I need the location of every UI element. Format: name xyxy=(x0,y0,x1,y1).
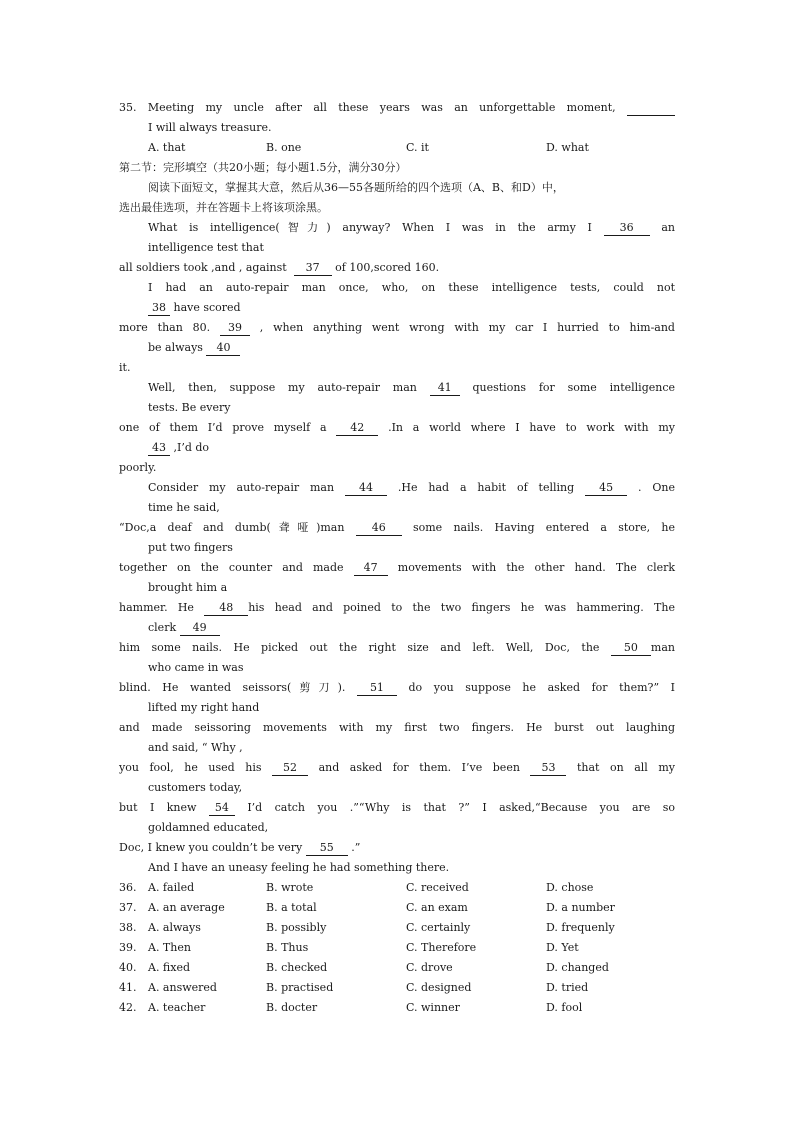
answer-option-b: B. possibly xyxy=(266,921,327,934)
answer-row-36 xyxy=(119,878,675,898)
passage-text: you fool, he used his xyxy=(119,761,262,774)
answer-row-37 xyxy=(119,898,675,918)
passage-text: ,I’d do xyxy=(173,441,210,454)
passage-text: an xyxy=(661,221,675,234)
passage-line xyxy=(119,318,675,338)
blank-52: 52 xyxy=(272,761,308,776)
passage-text: together on the counter and made xyxy=(119,561,344,574)
passage-line xyxy=(119,338,675,358)
passage-text: be always xyxy=(148,341,203,354)
passage-text: his head and poined to the two fingers he was hammering. The xyxy=(248,601,675,614)
passage-line xyxy=(119,258,675,278)
answer-option-b: B. a total xyxy=(266,901,317,914)
passage-text: “Doc,a deaf and dumb(聋哑)man xyxy=(119,521,345,534)
passage-line: and made seissoring movements with my first two fingers. He burst out laughing xyxy=(119,721,675,734)
passage-line xyxy=(119,638,675,658)
passage-line: brought him a xyxy=(148,581,228,594)
answer-option-b: B. checked xyxy=(266,961,328,974)
passage-text: I’d catch you .”“Why is that ?” I asked,“Because you are so xyxy=(247,801,676,814)
answer-number: 37. xyxy=(119,901,137,914)
answer-option-c: C. drove xyxy=(406,961,453,974)
answer-number: 36. xyxy=(119,881,137,894)
passage-line: and said, “ Why , xyxy=(148,741,243,754)
blank-53: 53 xyxy=(530,761,566,776)
passage-text: some nails. Having entered a store, he xyxy=(412,521,676,534)
passage-text: , when anything went wrong with my car I hurried to him-and xyxy=(259,321,675,334)
answer-option-a: A. answered xyxy=(148,981,217,994)
answer-option-a: A. fixed xyxy=(148,961,191,974)
passage-text: . One xyxy=(637,481,675,494)
passage-line xyxy=(119,418,675,438)
answer-option-a: A. always xyxy=(148,921,201,934)
passage-text: .” xyxy=(351,841,361,854)
passage-line xyxy=(119,558,675,578)
passage-text: .In a world where I have to work with my xyxy=(388,421,676,434)
passage-line: it. xyxy=(119,361,131,374)
passage-line: tests. Be every xyxy=(148,401,231,414)
answer-row-41 xyxy=(119,978,675,998)
answer-option-c: C. Therefore xyxy=(406,941,477,954)
blank-55: 55 xyxy=(306,841,348,856)
answer-option-d: D. frequenly xyxy=(546,921,615,934)
passage-text: one of them I’d prove myself a xyxy=(119,421,327,434)
passage-line: And I have an uneasy feeling he had something there. xyxy=(148,861,450,874)
passage-line xyxy=(119,798,675,818)
passage-text: Consider my auto-repair man xyxy=(148,481,335,494)
q35-option-b: B. one xyxy=(266,141,302,154)
blank-41: 41 xyxy=(430,381,460,396)
answer-option-d: D. tried xyxy=(546,981,589,994)
answer-option-a: A. an average xyxy=(148,901,225,914)
answer-option-c: C. received xyxy=(406,881,469,894)
answer-option-d: D. a number xyxy=(546,901,615,914)
passage-text: Doc, I knew you couldn’t be very xyxy=(119,841,303,854)
q35-stem-text: 35. Meeting my uncle after all these years was an unforgettable moment, xyxy=(119,101,616,114)
blank-48: 48 xyxy=(204,601,248,616)
blank-50: 50 xyxy=(611,641,651,656)
passage-line xyxy=(119,618,675,638)
answer-option-d: D. fool xyxy=(546,1001,583,1014)
section-instruction-line1: 阅读下面短文，掌握其大意，然后从36—55各题所给的四个选项（A、B、和D）中， xyxy=(148,181,564,194)
passage-text: hammer. He xyxy=(119,601,194,614)
passage-line: lifted my right hand xyxy=(148,701,260,714)
passage-line: goldamned educated, xyxy=(148,821,269,834)
answer-option-c: C. winner xyxy=(406,1001,460,1014)
passage-line xyxy=(119,518,675,538)
passage-line: intelligence test that xyxy=(148,241,264,254)
answer-option-b: B. wrote xyxy=(266,881,314,894)
q35-option-a: A. that xyxy=(148,141,186,154)
blank-37: 37 xyxy=(294,261,332,276)
passage-text: .He had a habit of telling xyxy=(397,481,575,494)
passage-text: movements with the other hand. The clerk xyxy=(397,561,676,574)
blank-43: 43 xyxy=(148,441,170,456)
answer-option-a: A. teacher xyxy=(148,1001,206,1014)
answer-option-d: D. Yet xyxy=(546,941,579,954)
blank-36: 36 xyxy=(604,221,650,236)
answer-row-38 xyxy=(119,918,675,938)
answer-option-c: C. certainly xyxy=(406,921,471,934)
exam-page xyxy=(119,98,675,1018)
answer-row-39 xyxy=(119,938,675,958)
passage-text: him some nails. He picked out the right size and left. Well, Doc, the xyxy=(119,641,600,654)
passage-line xyxy=(119,598,675,618)
passage-line: time he said, xyxy=(148,501,220,514)
passage-text: man xyxy=(650,641,675,654)
passage-text: have scored xyxy=(173,301,241,314)
blank-39: 39 xyxy=(220,321,250,336)
answer-option-c: C. designed xyxy=(406,981,472,994)
answer-number: 42. xyxy=(119,1001,137,1014)
passage-line xyxy=(119,298,675,318)
blank-49: 49 xyxy=(180,621,220,636)
passage-text: all soldiers took ,and , against xyxy=(119,261,287,274)
blank-45: 45 xyxy=(585,481,627,496)
passage-text: that on all my xyxy=(576,761,675,774)
q35-option-d: D. what xyxy=(546,141,589,154)
answer-option-a: A. failed xyxy=(148,881,195,894)
answer-option-d: D. chose xyxy=(546,881,594,894)
blank-42: 42 xyxy=(336,421,378,436)
passage-text: questions for some intelligence xyxy=(472,381,675,394)
q35-option-c: C. it xyxy=(406,141,429,154)
passage-text: clerk xyxy=(148,621,177,634)
blank-40: 40 xyxy=(206,341,240,356)
passage-line: who came in was xyxy=(148,661,244,674)
passage-text: of 100,scored 160. xyxy=(335,261,440,274)
answer-option-a: A. Then xyxy=(148,941,191,954)
passage-text: do you suppose he asked for them?” I xyxy=(408,681,675,694)
section-instruction-line2: 选出最佳选项，并在答题卡上将该项涂黑。 xyxy=(119,201,328,214)
passage-line: poorly. xyxy=(119,461,157,474)
passage-line: customers today, xyxy=(148,781,243,794)
passage-line: put two fingers xyxy=(148,541,233,554)
passage-line xyxy=(119,678,675,698)
passage-text: but I knew xyxy=(119,801,197,814)
answer-row-40 xyxy=(119,958,675,978)
passage-text: blind. He wanted seissors(剪刀). xyxy=(119,681,346,694)
passage-text: more than 80. xyxy=(119,321,211,334)
passage-text: Well, then, suppose my auto-repair man xyxy=(148,381,417,394)
blank-46: 46 xyxy=(356,521,402,536)
blank-51: 51 xyxy=(357,681,397,696)
passage-line xyxy=(119,758,675,778)
passage-line xyxy=(119,478,675,498)
answer-number: 38. xyxy=(119,921,137,934)
answer-number: 40. xyxy=(119,961,137,974)
blank-47: 47 xyxy=(354,561,388,576)
passage-line xyxy=(119,378,675,398)
q35-options xyxy=(119,138,675,158)
answer-row-42 xyxy=(119,998,675,1018)
section-header: 第二节：完形填空（共20小题；每小题1.5分，满分30分） xyxy=(119,161,407,174)
passage-text: What is intelligence(智力) anyway? When I was in the army I xyxy=(148,221,592,234)
passage-line xyxy=(119,838,675,858)
passage-text: and asked for them. I’ve been xyxy=(318,761,520,774)
answer-option-d: D. changed xyxy=(546,961,609,974)
answer-option-b: B. docter xyxy=(266,1001,318,1014)
passage-line xyxy=(119,438,675,458)
blank-38: 38 xyxy=(148,301,170,316)
q35-blank xyxy=(627,101,675,116)
answer-number: 41. xyxy=(119,981,137,994)
answer-option-c: C. an exam xyxy=(406,901,468,914)
q35-stem-line1 xyxy=(119,98,675,118)
blank-44: 44 xyxy=(345,481,387,496)
passage-line: I had an auto-repair man once, who, on these intelligence tests, could not xyxy=(148,281,675,294)
answer-option-b: B. Thus xyxy=(266,941,309,954)
passage-line xyxy=(119,218,675,238)
q35-stem-line2: I will always treasure. xyxy=(148,121,272,134)
answer-number: 39. xyxy=(119,941,137,954)
answer-option-b: B. practised xyxy=(266,981,334,994)
blank-54: 54 xyxy=(209,801,235,816)
